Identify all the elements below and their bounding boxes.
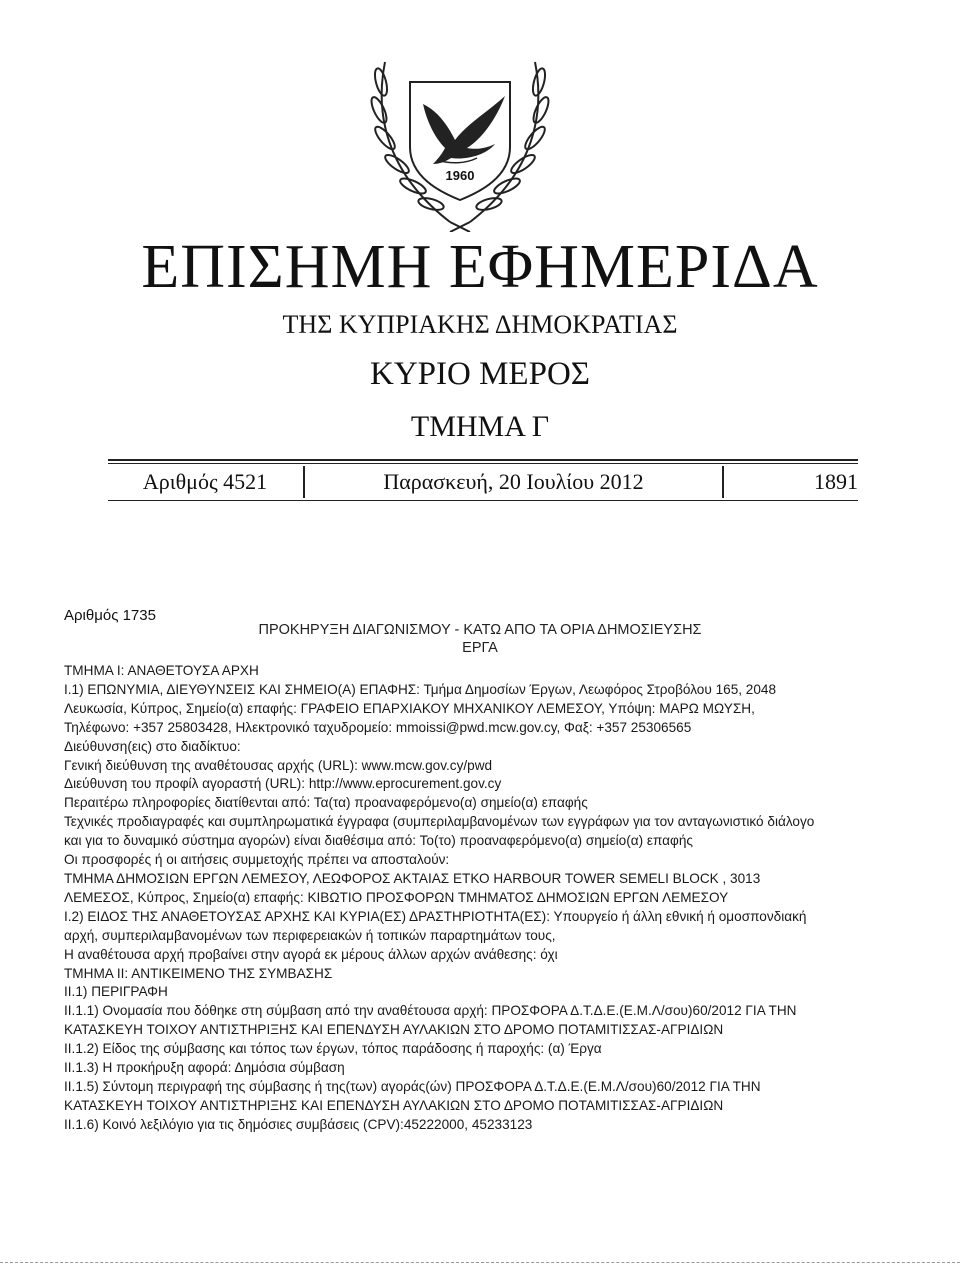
issue-top-rule-thin	[108, 463, 858, 464]
notice-line: ΙΙ.1) ΠΕΡΙΓΡΑΦΗ	[64, 984, 168, 1000]
notice-line: Διεύθυνση του προφίλ αγοραστή (URL): http://www.eprocurement.gov.cy	[64, 776, 502, 792]
notice-line: ΙΙ.1.2) Είδος της σύμβασης και τόπος των έργων, τόπος παράδοσης ή παροχής: (α) Έργα	[64, 1041, 602, 1057]
notice-heading: ΠΡΟΚΗΡΥΞΗ ΔΙΑΓΩΝΙΣΜΟΥ - ΚΑΤΩ ΑΠΟ ΤΑ ΟΡΙΑ ΔΗΜΟΣΙΕΥΣΗΣ	[258, 622, 702, 638]
notice-line: ΤΜΗΜΑ ΙΙ: ΑΝΤΙΚΕΙΜΕΝΟ ΤΗΣ ΣΥΜΒΑΣΗΣ	[64, 965, 333, 981]
issue-top-rule	[108, 459, 858, 461]
notice-line: ΚΑΤΑΣΚΕΥΗ ΤΟΙΧΟΥ ΑΝΤΙΣΤΗΡΙΞΗΣ ΚΑΙ ΕΠΕΝΔΥΣΗ ΑΥΛΑΚΙΩΝ ΣΤΟ ΔΡΟΜΟ ΠΟΤΑΜΙΤΙΣΣΑΣ-ΑΓΡΙΔΙΩΝ	[64, 1022, 724, 1038]
notice-line: Περαιτέρω πληροφορίες διατίθενται από: Τα(τα) προαναφερόμενο(α) σημείο(α) επαφής	[64, 795, 588, 811]
dove-icon	[423, 96, 505, 164]
notice-category: ΕΡΓΑ	[462, 640, 498, 656]
notice-line: ΙΙ.1.5) Σύντομη περιγραφή της σύμβασης ή της(των) αγοράς(ών) ΠΡΟΣΦΟΡΑ Δ.Τ.Δ.Ε.(Ε.Μ.Λ/σου)60/2012 ΓΙΑ ΤΗΝ	[64, 1078, 761, 1094]
issue-date: Παρασκευή, 20 Ιουλίου 2012	[303, 466, 724, 498]
notice-line: Ι.1) ΕΠΩΝΥΜΙΑ, ΔΙΕΥΘΥΝΣΕΙΣ ΚΑΙ ΣΗΜΕΙΟ(Α) ΕΠΑΦΗΣ: Τμήμα Δημοσίων Έργων, Λεωφόρος Στροβόλου 165, 2048	[64, 681, 777, 697]
notice-line: ΙΙ.1.1) Ονομασία που δόθηκε στη σύμβαση από την αναθέτουσα αρχή: ΠΡΟΣΦΟΡΑ Δ.Τ.Δ.Ε.(Ε.Μ.Λ/σου)60/2012 ΓΙΑ ΤΗΝ	[64, 1003, 797, 1019]
notice-line: ΤΜΗΜΑ Ι: ΑΝΑΘΕΤΟΥΣΑ ΑΡΧΗ	[64, 663, 259, 678]
page-number: 1891	[814, 469, 858, 494]
footer-rule	[0, 1262, 960, 1263]
notice-line: Οι προσφορές ή οι αιτήσεις συμμετοχής πρέπει να αποσταλούν:	[64, 852, 450, 868]
notice-line: αρχή, συμπεριλαμβανομένων των περιφερειακών ή τοπικών παραρτημάτων τους,	[64, 927, 556, 943]
issue-bottom-rule	[108, 500, 858, 501]
emblem-year: 1960	[445, 168, 475, 183]
notice-line: ΛΕΜΕΣΟΣ, Κύπρος, Σημείο(α) επαφής: ΚΙΒΩΤΙΟ ΠΡΟΣΦΟΡΩΝ ΤΜΗΜΑΤΟΣ ΔΗΜΟΣΙΩΝ ΕΡΓΩΝ ΛΕΜΕΣΟΥ	[64, 889, 729, 905]
notice-line: ΙΙ.1.6) Κοινό λεξιλόγιο για τις δημόσιες συμβάσεις (CPV):45222000, 45233123	[64, 1116, 533, 1132]
gazette-title: ΕΠΙΣΗΜΗ ΕΦΗΜΕΡΙΔΑ	[141, 233, 819, 301]
issue-number: Αριθμός 4521	[142, 469, 268, 494]
notice-line: ΤΜΗΜΑ ΔΗΜΟΣΙΩΝ ΕΡΓΩΝ ΛΕΜΕΣΟΥ, ΛΕΩΦΟΡΟΣ ΑΚΤΑΙΑΣ ΕΤΚΟ HARBOUR TOWER SEMELI BLOCK , 3013	[64, 870, 761, 886]
coat-of-arms-emblem	[355, 52, 565, 232]
gazette-part: ΚΥΡΙΟ ΜΕΡΟΣ	[370, 356, 590, 392]
notice-line: Τηλέφωνο: +357 25803428, Ηλεκτρονικό ταχυδρομείο: mmoissi@pwd.mcw.gov.cy, Φαξ: +357 25306565	[64, 719, 692, 735]
notice-line: Λευκωσία, Κύπρος, Σημείο(α) επαφής: ΓΡΑΦΕΙΟ ΕΠΑΡΧΙΑΚΟΥ ΜΗΧΑΝΙΚΟΥ ΛΕΜΕΣΟΥ, Υπόψη: ΜΑΡΩ ΜΩΥΣΗ,	[64, 700, 755, 716]
notice-line: Τεχνικές προδιαγραφές και συμπληρωματικά έγγραφα (συμπεριλαμβανομένων των εγγράφων για τον ανταγωνιστικό διάλογο	[64, 814, 815, 830]
right-olive-branch-icon	[470, 62, 538, 222]
notice-line: Γενική διεύθυνση της αναθέτουσας αρχής (URL): www.mcw.gov.cy/pwd	[64, 757, 493, 773]
notice-line: ΚΑΤΑΣΚΕΥΗ ΤΟΙΧΟΥ ΑΝΤΙΣΤΗΡΙΞΗΣ ΚΑΙ ΕΠΕΝΔΥΣΗ ΑΥΛΑΚΙΩΝ ΣΤΟ ΔΡΟΜΟ ΠΟΤΑΜΙΤΙΣΣΑΣ-ΑΓΡΙΔΙΩΝ	[64, 1097, 724, 1113]
issue-bar	[108, 466, 858, 498]
notice-line: Η αναθέτουσα αρχή προβαίνει στην αγορά εκ μέρους άλλων αρχών ανάθεσης: όχι	[64, 946, 558, 962]
left-olive-branch-icon	[382, 62, 450, 222]
notice-line: Διεύθυνση(εις) στο διαδίκτυο:	[64, 738, 241, 754]
notice-line: και για το δυναμικό σύστημα αγορών) είναι διαθέσιμα από: Το(το) προαναφερόμενο(α) σημείο(α) επαφής	[64, 833, 693, 849]
notice-number: Αριθμός 1735	[64, 607, 156, 624]
notice-line: Ι.2) ΕΙΔΟΣ ΤΗΣ ΑΝΑΘΕΤΟΥΣΑΣ ΑΡΧΗΣ ΚΑΙ ΚΥΡΙΑ(ΕΣ) ΔΡΑΣΤΗΡΙΟΤΗΤΑ(ΕΣ): Υπουργείο ή άλλη εθνική ή ομοσπονδιακή	[64, 908, 807, 924]
notice-body	[64, 662, 894, 1135]
notice-line: ΙΙ.1.3) Η προκήρυξη αφορά: Δημόσια σύμβαση	[64, 1060, 345, 1076]
gazette-section: ΤΜΗΜΑ Γ	[410, 410, 550, 443]
gazette-subtitle: ΤΗΣ ΚΥΠΡΙΑΚΗΣ ΔΗΜΟΚΡΑΤΙΑΣ	[282, 310, 678, 339]
